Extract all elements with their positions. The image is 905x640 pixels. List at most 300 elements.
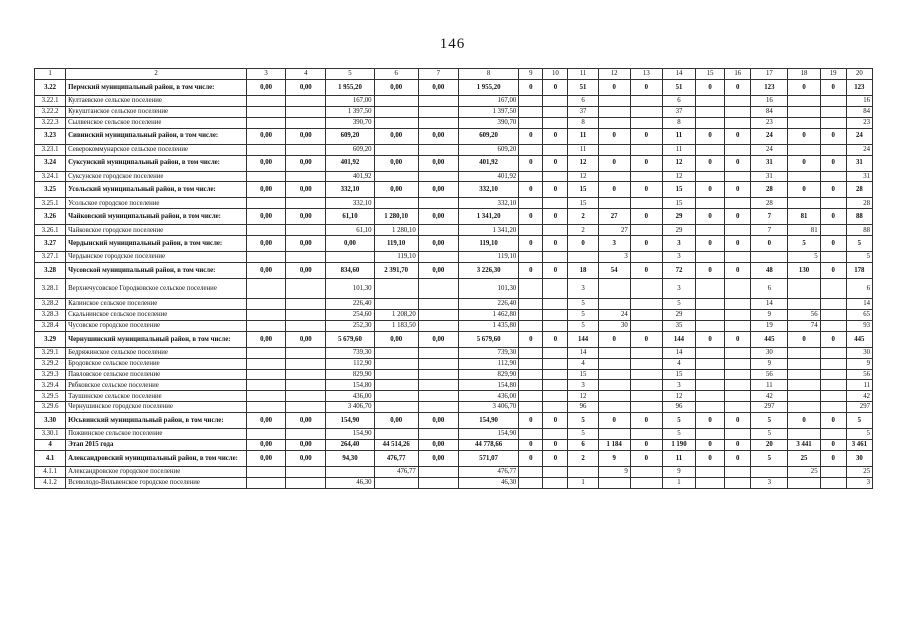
housing-register-table (34, 68, 873, 489)
count-cell (630, 144, 662, 155)
row-name: Пермский муниципальный район, в том числе: (66, 80, 247, 96)
amount-cell (286, 310, 326, 321)
count-cell (519, 225, 543, 236)
count-cell: 65 (846, 310, 872, 321)
count-cell (630, 106, 662, 117)
count-cell: 35 (662, 320, 695, 331)
row-number: 3.28.4 (35, 320, 66, 331)
amount-cell: 0,00 (418, 80, 458, 96)
row-name: Северокоммунарское сельское поселение (66, 144, 247, 155)
count-cell: 0 (820, 80, 846, 96)
count-cell (543, 106, 568, 117)
amount-cell (374, 402, 418, 413)
count-cell (598, 299, 630, 310)
district-row (35, 182, 873, 198)
count-cell: 24 (598, 310, 630, 321)
count-cell: 0 (519, 413, 543, 429)
count-cell: 0 (820, 155, 846, 171)
amount-cell: 390,70 (458, 117, 518, 128)
amount-cell: 0,00 (286, 440, 326, 451)
count-cell: 56 (788, 310, 820, 321)
amount-cell (374, 299, 418, 310)
row-number: 3.28 (35, 263, 66, 279)
count-cell: 123 (751, 80, 788, 96)
row-number: 3.29.4 (35, 380, 66, 391)
count-cell: 24 (751, 144, 788, 155)
count-cell: 51 (568, 80, 598, 96)
count-cell: 0 (725, 80, 751, 96)
amount-cell: 0,00 (247, 236, 286, 252)
amount-cell (247, 198, 286, 209)
amount-cell (286, 96, 326, 107)
count-cell (630, 477, 662, 488)
amount-cell (286, 429, 326, 440)
amount-cell (374, 144, 418, 155)
amount-cell: 0,00 (418, 182, 458, 198)
amount-cell: 436,00 (326, 391, 374, 402)
count-cell (519, 402, 543, 413)
count-cell: 0 (788, 80, 820, 96)
count-cell (598, 402, 630, 413)
count-cell (598, 171, 630, 182)
amount-cell: 0,00 (286, 413, 326, 429)
count-cell (696, 106, 725, 117)
count-cell: 14 (846, 299, 872, 310)
count-cell (630, 279, 662, 299)
count-cell (519, 429, 543, 440)
count-cell (820, 369, 846, 380)
column-header: 6 (374, 69, 418, 80)
amount-cell: 401,92 (326, 155, 374, 171)
amount-cell (418, 198, 458, 209)
count-cell: 5 (788, 236, 820, 252)
count-cell: 6 (751, 279, 788, 299)
count-cell (519, 477, 543, 488)
amount-cell: 834,60 (326, 263, 374, 279)
count-cell (543, 117, 568, 128)
count-cell: 3 441 (788, 440, 820, 451)
count-cell (751, 252, 788, 263)
count-cell: 42 (846, 391, 872, 402)
count-cell: 15 (662, 182, 695, 198)
count-cell: 0 (598, 182, 630, 198)
count-cell (543, 96, 568, 107)
amount-cell: 61,10 (326, 209, 374, 225)
amount-cell (374, 171, 418, 182)
count-cell (788, 106, 820, 117)
count-cell (543, 467, 568, 478)
amount-cell: 390,70 (326, 117, 374, 128)
count-cell: 0 (630, 128, 662, 144)
count-cell: 88 (846, 225, 872, 236)
amount-cell: 154,90 (458, 413, 518, 429)
count-cell (820, 380, 846, 391)
amount-cell: 476,77 (374, 451, 418, 467)
amount-cell: 5 679,60 (326, 331, 374, 347)
amount-cell: 44 778,66 (458, 440, 518, 451)
count-cell (543, 391, 568, 402)
count-cell: 0 (820, 182, 846, 198)
count-cell (519, 380, 543, 391)
count-cell: 28 (846, 182, 872, 198)
column-header: 4 (286, 69, 326, 80)
amount-cell (418, 320, 458, 331)
row-name: Сылвенское сельское поселение (66, 117, 247, 128)
count-cell (725, 225, 751, 236)
count-cell: 4 (568, 358, 598, 369)
count-cell: 0 (630, 80, 662, 96)
amount-cell: 1 435,80 (458, 320, 518, 331)
count-cell: 0 (519, 128, 543, 144)
amount-cell (418, 402, 458, 413)
row-number: 3.29.3 (35, 369, 66, 380)
page-number: 146 (439, 36, 466, 52)
count-cell: 0 (519, 209, 543, 225)
count-cell: 3 (568, 279, 598, 299)
settlement-row (35, 358, 873, 369)
amount-cell: 3 226,30 (458, 263, 518, 279)
count-cell (696, 467, 725, 478)
count-cell (598, 391, 630, 402)
amount-cell: 167,00 (458, 96, 518, 107)
amount-cell (418, 117, 458, 128)
row-name: Пожвинское сельское поселение (66, 429, 247, 440)
count-cell: 0 (519, 451, 543, 467)
count-cell (788, 171, 820, 182)
amount-cell (286, 171, 326, 182)
count-cell: 31 (846, 155, 872, 171)
count-cell: 0 (543, 331, 568, 347)
amount-cell: 254,60 (326, 310, 374, 321)
amount-cell (286, 106, 326, 117)
count-cell: 15 (662, 198, 695, 209)
count-cell: 24 (751, 128, 788, 144)
settlement-row (35, 310, 873, 321)
count-cell (598, 279, 630, 299)
count-cell (788, 299, 820, 310)
row-number: 3.23.1 (35, 144, 66, 155)
row-number: 3.26.1 (35, 225, 66, 236)
count-cell: 7 (751, 209, 788, 225)
amount-cell (247, 310, 286, 321)
count-cell: 16 (846, 96, 872, 107)
amount-cell: 829,90 (458, 369, 518, 380)
amount-cell: 0,00 (247, 155, 286, 171)
count-cell: 144 (662, 331, 695, 347)
count-cell (820, 106, 846, 117)
count-cell: 0 (696, 413, 725, 429)
settlement-row (35, 369, 873, 380)
count-cell: 31 (846, 171, 872, 182)
count-cell: 5 (662, 413, 695, 429)
settlement-row (35, 96, 873, 107)
count-cell (725, 279, 751, 299)
amount-cell: 3 406,70 (458, 402, 518, 413)
count-cell (725, 106, 751, 117)
count-cell (630, 380, 662, 391)
count-cell: 56 (846, 369, 872, 380)
count-cell: 0 (598, 413, 630, 429)
settlement-row (35, 279, 873, 299)
count-cell: 297 (846, 402, 872, 413)
row-name: Скальнинское сельское поселение (66, 310, 247, 321)
amount-cell (326, 252, 374, 263)
count-cell: 30 (598, 320, 630, 331)
amount-cell: 1 183,50 (374, 320, 418, 331)
amount-cell (247, 369, 286, 380)
amount-cell: 154,80 (326, 380, 374, 391)
count-cell: 84 (751, 106, 788, 117)
count-cell (696, 252, 725, 263)
count-cell (820, 310, 846, 321)
settlement-row (35, 117, 873, 128)
row-number: 3.28.3 (35, 310, 66, 321)
amount-cell: 0,00 (374, 182, 418, 198)
count-cell: 27 (598, 225, 630, 236)
count-cell: 23 (751, 117, 788, 128)
count-cell (598, 347, 630, 358)
count-cell: 12 (662, 155, 695, 171)
count-cell: 30 (751, 347, 788, 358)
count-cell (519, 96, 543, 107)
amount-cell (418, 391, 458, 402)
amount-cell: 3 406,70 (326, 402, 374, 413)
count-cell: 5 (846, 413, 872, 429)
count-cell: 1 184 (598, 440, 630, 451)
count-cell (630, 320, 662, 331)
count-cell: 0 (519, 236, 543, 252)
count-cell (598, 369, 630, 380)
amount-cell: 609,20 (326, 128, 374, 144)
count-cell (788, 380, 820, 391)
count-cell: 0 (598, 155, 630, 171)
count-cell: 0 (820, 236, 846, 252)
count-cell: 0 (788, 128, 820, 144)
count-cell: 0 (630, 236, 662, 252)
count-cell: 29 (662, 209, 695, 225)
count-cell (696, 429, 725, 440)
count-cell: 4 (662, 358, 695, 369)
count-cell: 0 (696, 331, 725, 347)
amount-cell: 101,30 (458, 279, 518, 299)
count-cell: 0 (820, 209, 846, 225)
amount-cell (286, 380, 326, 391)
amount-cell (247, 347, 286, 358)
count-cell: 297 (751, 402, 788, 413)
count-cell (630, 117, 662, 128)
count-cell (519, 391, 543, 402)
count-cell: 0 (751, 236, 788, 252)
count-cell: 0 (543, 155, 568, 171)
count-cell: 0 (630, 182, 662, 198)
count-cell (820, 117, 846, 128)
amount-cell (247, 358, 286, 369)
count-cell (820, 198, 846, 209)
amount-cell (374, 279, 418, 299)
column-header: 19 (820, 69, 846, 80)
count-cell (820, 347, 846, 358)
amount-cell (374, 106, 418, 117)
amount-cell (418, 358, 458, 369)
amount-cell: 1 280,10 (374, 225, 418, 236)
amount-cell: 119,10 (374, 252, 418, 263)
count-cell (543, 252, 568, 263)
district-row (35, 209, 873, 225)
amount-cell: 0,00 (247, 263, 286, 279)
count-cell: 11 (846, 380, 872, 391)
count-cell: 123 (846, 80, 872, 96)
count-cell (820, 429, 846, 440)
count-cell: 9 (751, 358, 788, 369)
count-cell: 12 (662, 171, 695, 182)
row-number: 3.25.1 (35, 198, 66, 209)
row-name: Юсьвинский муниципальный район, в том числе: (66, 413, 247, 429)
amount-cell: 0,00 (286, 80, 326, 96)
count-cell (820, 320, 846, 331)
count-cell: 6 (568, 96, 598, 107)
amount-cell: 739,30 (458, 347, 518, 358)
amount-cell: 0,00 (247, 451, 286, 467)
count-cell: 25 (788, 451, 820, 467)
row-number: 3.30.1 (35, 429, 66, 440)
amount-cell (247, 252, 286, 263)
count-cell: 0 (725, 451, 751, 467)
amount-cell: 252,30 (326, 320, 374, 331)
amount-cell (247, 380, 286, 391)
count-cell (788, 429, 820, 440)
count-cell (630, 347, 662, 358)
amount-cell (418, 467, 458, 478)
row-number: 3.28.1 (35, 279, 66, 299)
amount-cell (247, 467, 286, 478)
row-number: 3.23 (35, 128, 66, 144)
count-cell (725, 299, 751, 310)
amount-cell (418, 347, 458, 358)
amount-cell (286, 467, 326, 478)
amount-cell (286, 299, 326, 310)
count-cell: 51 (662, 80, 695, 96)
count-cell: 31 (751, 171, 788, 182)
count-cell (598, 106, 630, 117)
count-cell (696, 391, 725, 402)
row-number: 3.24 (35, 155, 66, 171)
amount-cell (418, 369, 458, 380)
count-cell: 3 (846, 477, 872, 488)
count-cell: 0 (725, 331, 751, 347)
count-cell: 0 (543, 209, 568, 225)
amount-cell: 0,00 (286, 128, 326, 144)
count-cell: 445 (751, 331, 788, 347)
amount-cell: 1 397,50 (326, 106, 374, 117)
row-name: Усольское городское поселение (66, 198, 247, 209)
count-cell: 3 (662, 236, 695, 252)
count-cell: 0 (519, 440, 543, 451)
row-number: 4.1 (35, 451, 66, 467)
count-cell: 5 (568, 310, 598, 321)
count-cell: 84 (846, 106, 872, 117)
amount-cell: 0,00 (418, 236, 458, 252)
column-header: 18 (788, 69, 820, 80)
count-cell (519, 198, 543, 209)
count-cell: 0 (696, 182, 725, 198)
count-cell: 5 (846, 252, 872, 263)
count-cell: 445 (846, 331, 872, 347)
count-cell (696, 380, 725, 391)
amount-cell: 1 341,20 (458, 225, 518, 236)
amount-cell (247, 299, 286, 310)
count-cell: 96 (568, 402, 598, 413)
amount-cell: 609,20 (458, 144, 518, 155)
amount-cell: 112,90 (326, 358, 374, 369)
settlement-row (35, 106, 873, 117)
count-cell (788, 198, 820, 209)
row-name: Чайковское городское поселение (66, 225, 247, 236)
count-cell (696, 279, 725, 299)
table-header-row (35, 69, 873, 80)
count-cell: 0 (543, 440, 568, 451)
column-header: 17 (751, 69, 788, 80)
amount-cell: 0,00 (418, 451, 458, 467)
count-cell: 0 (725, 263, 751, 279)
district-row (35, 80, 873, 96)
amount-cell: 829,90 (326, 369, 374, 380)
count-cell: 14 (751, 299, 788, 310)
amount-cell: 0,00 (247, 413, 286, 429)
count-cell: 93 (846, 320, 872, 331)
count-cell (725, 144, 751, 155)
count-cell: 11 (662, 128, 695, 144)
count-cell: 6 (662, 96, 695, 107)
count-cell: 0 (543, 80, 568, 96)
amount-cell: 0,00 (286, 155, 326, 171)
count-cell (820, 279, 846, 299)
row-name: Рябковское сельское поселение (66, 380, 247, 391)
column-header: 14 (662, 69, 695, 80)
count-cell (696, 171, 725, 182)
count-cell: 20 (751, 440, 788, 451)
count-cell (543, 144, 568, 155)
amount-cell: 332,10 (458, 198, 518, 209)
count-cell (788, 358, 820, 369)
settlement-row (35, 299, 873, 310)
column-header: 5 (326, 69, 374, 80)
count-cell (725, 477, 751, 488)
count-cell: 3 (751, 477, 788, 488)
settlement-row (35, 347, 873, 358)
amount-cell: 571,07 (458, 451, 518, 467)
column-header: 7 (418, 69, 458, 80)
count-cell (519, 171, 543, 182)
count-cell: 0 (696, 236, 725, 252)
row-name: Суксунское городское поселение (66, 171, 247, 182)
count-cell (725, 252, 751, 263)
count-cell (519, 310, 543, 321)
settlement-row (35, 171, 873, 182)
amount-cell (247, 117, 286, 128)
count-cell (788, 279, 820, 299)
row-number: 4.1.1 (35, 467, 66, 478)
count-cell (788, 402, 820, 413)
amount-cell (418, 144, 458, 155)
count-cell: 29 (662, 310, 695, 321)
amount-cell: 0,00 (374, 155, 418, 171)
row-number: 3.28.2 (35, 299, 66, 310)
count-cell (543, 358, 568, 369)
amount-cell: 1 208,20 (374, 310, 418, 321)
count-cell (788, 391, 820, 402)
district-row (35, 128, 873, 144)
row-number: 3.22 (35, 80, 66, 96)
